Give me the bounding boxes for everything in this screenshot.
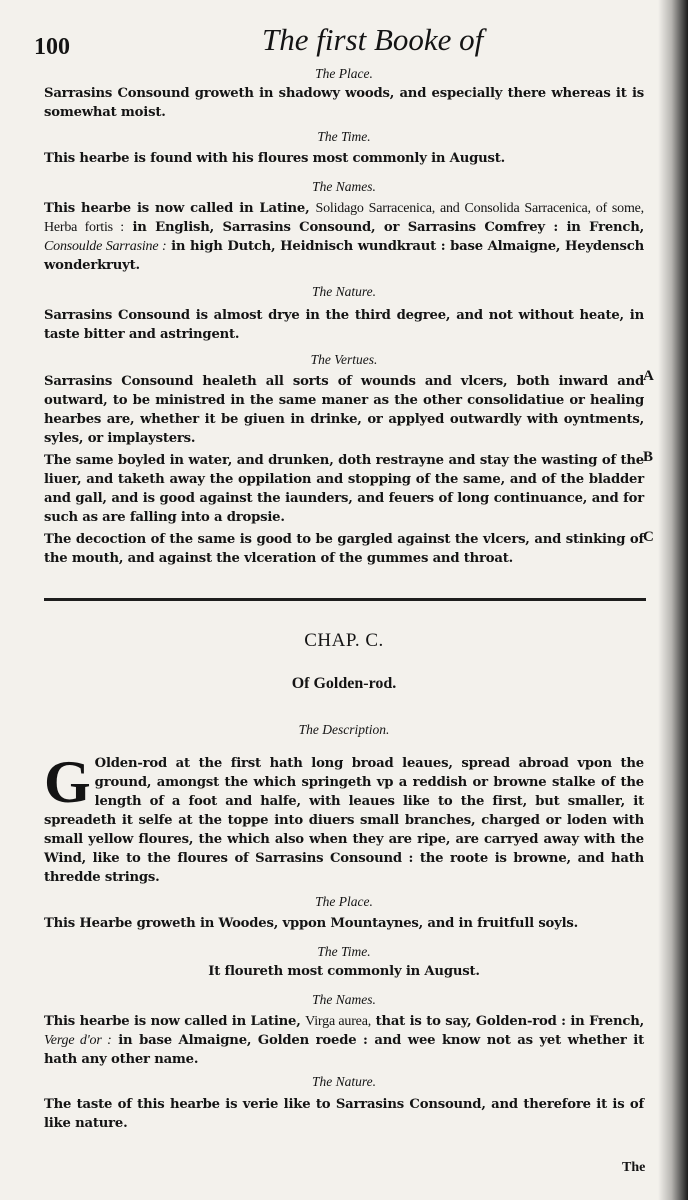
time-text: This hearbe is found with his floures most commonly in August. (44, 151, 506, 166)
names-heading-2: The Names. (312, 992, 376, 1007)
vertues-paragraph-a: Sarrasins Consound healeth all sorts of wounds and vlcers, both inward and outward, to be ministred in the same maner as the other consolidatiue or healing hearbes are, whether it be giuen in drinke, or applyed outwardly with oyntments, syles, or implaysters. (44, 374, 644, 446)
margin-letter-c: C (643, 529, 654, 545)
names-text-2: This hearbe is now called in Latine, Virga aurea, that is to say, Golden-rod : in French, Verge d'or : in base Almaigne, Golden roede : and wee know not as yet whether it hath any other name. (44, 1014, 644, 1067)
time-heading: The Time. (317, 129, 371, 144)
vertues-paragraph-b: The same boyled in water, and drunken, doth restrayne and stay the wasting of the liuer, and taketh away the oppilation and stopping of the same, and of the bladder and gall, and is good against the iaunders, and feuers of long continuance, and for such as are falling into a dropsie. (44, 453, 644, 525)
page-gutter-shadow (658, 0, 688, 1200)
chapter-title: CHAP. C. (304, 630, 384, 651)
margin-letter-b: B (643, 449, 654, 465)
place-heading-2: The Place. (315, 894, 373, 909)
vertues-heading: The Vertues. (310, 352, 378, 367)
running-title: The first Booke of (262, 22, 484, 57)
names-heading: The Names. (312, 179, 376, 194)
page-header (0, 18, 688, 66)
section-divider-rule (44, 598, 646, 601)
description-heading: The Description. (298, 722, 390, 737)
drop-cap-letter: G (44, 749, 91, 815)
nature-heading: The Nature. (312, 284, 376, 299)
nature-text: Sarrasins Consound is almost drye in the third degree, and not without heate, in taste bitter and astringent. (44, 308, 644, 342)
place-text: Sarrasins Consound groweth in shadowy woods, and especially there whereas it is somewhat moist. (44, 86, 644, 120)
page-number: 100 (34, 34, 70, 60)
catchword: The (622, 1160, 646, 1175)
nature-heading-2: The Nature. (312, 1074, 376, 1089)
time-text-2: It floureth most commonly in August. (208, 964, 480, 979)
nature-text-2: The taste of this hearbe is verie like to Sarrasins Consound, and therefore it is of like nature. (44, 1097, 644, 1131)
chapter-subtitle: Of Golden-rod. (291, 675, 397, 692)
place-text-2: This Hearbe groweth in Woodes, vppon Mountaynes, and in fruitfull soyls. (44, 916, 579, 931)
vertues-paragraph-c: The decoction of the same is good to be gargled against the vlcers, and stinking of the mouth, and against the vlceration of the gummes and throat. (44, 532, 644, 566)
names-text: This hearbe is now called in Latine, Solidago Sarracenica, and Consolida Sarracenica, of some, Herba fortis : in English, Sarrasins Consound, or Sarrasins Comfrey : in French, Consoulde Sarrasine : in high Dutch, Heidnisch wundkraut : base Almaigne, Heydensch wonderkruyt. (44, 201, 645, 273)
margin-letter-a: A (643, 368, 654, 384)
description-text: Olden-rod at the first hath long broad leaues, spread abroad vpon the ground, amongst the which springeth vp a reddish or browne stalke of the length of a foot and halfe, with leaues like to the first, but smaller, it spreadeth it selfe at the toppe into diuers small branches, charged or loden with small yellow floures, the which also when they are ripe, are carryed away with the Wind, like to the floures of Sarrasins Consound : the roote is browne, and hath thredde strings. (44, 756, 644, 885)
section-saracens-consound (44, 64, 644, 568)
time-heading-2: The Time. (317, 944, 371, 959)
section-golden-rod (44, 720, 644, 1133)
place-heading: The Place. (315, 66, 373, 81)
description-block (44, 749, 644, 887)
